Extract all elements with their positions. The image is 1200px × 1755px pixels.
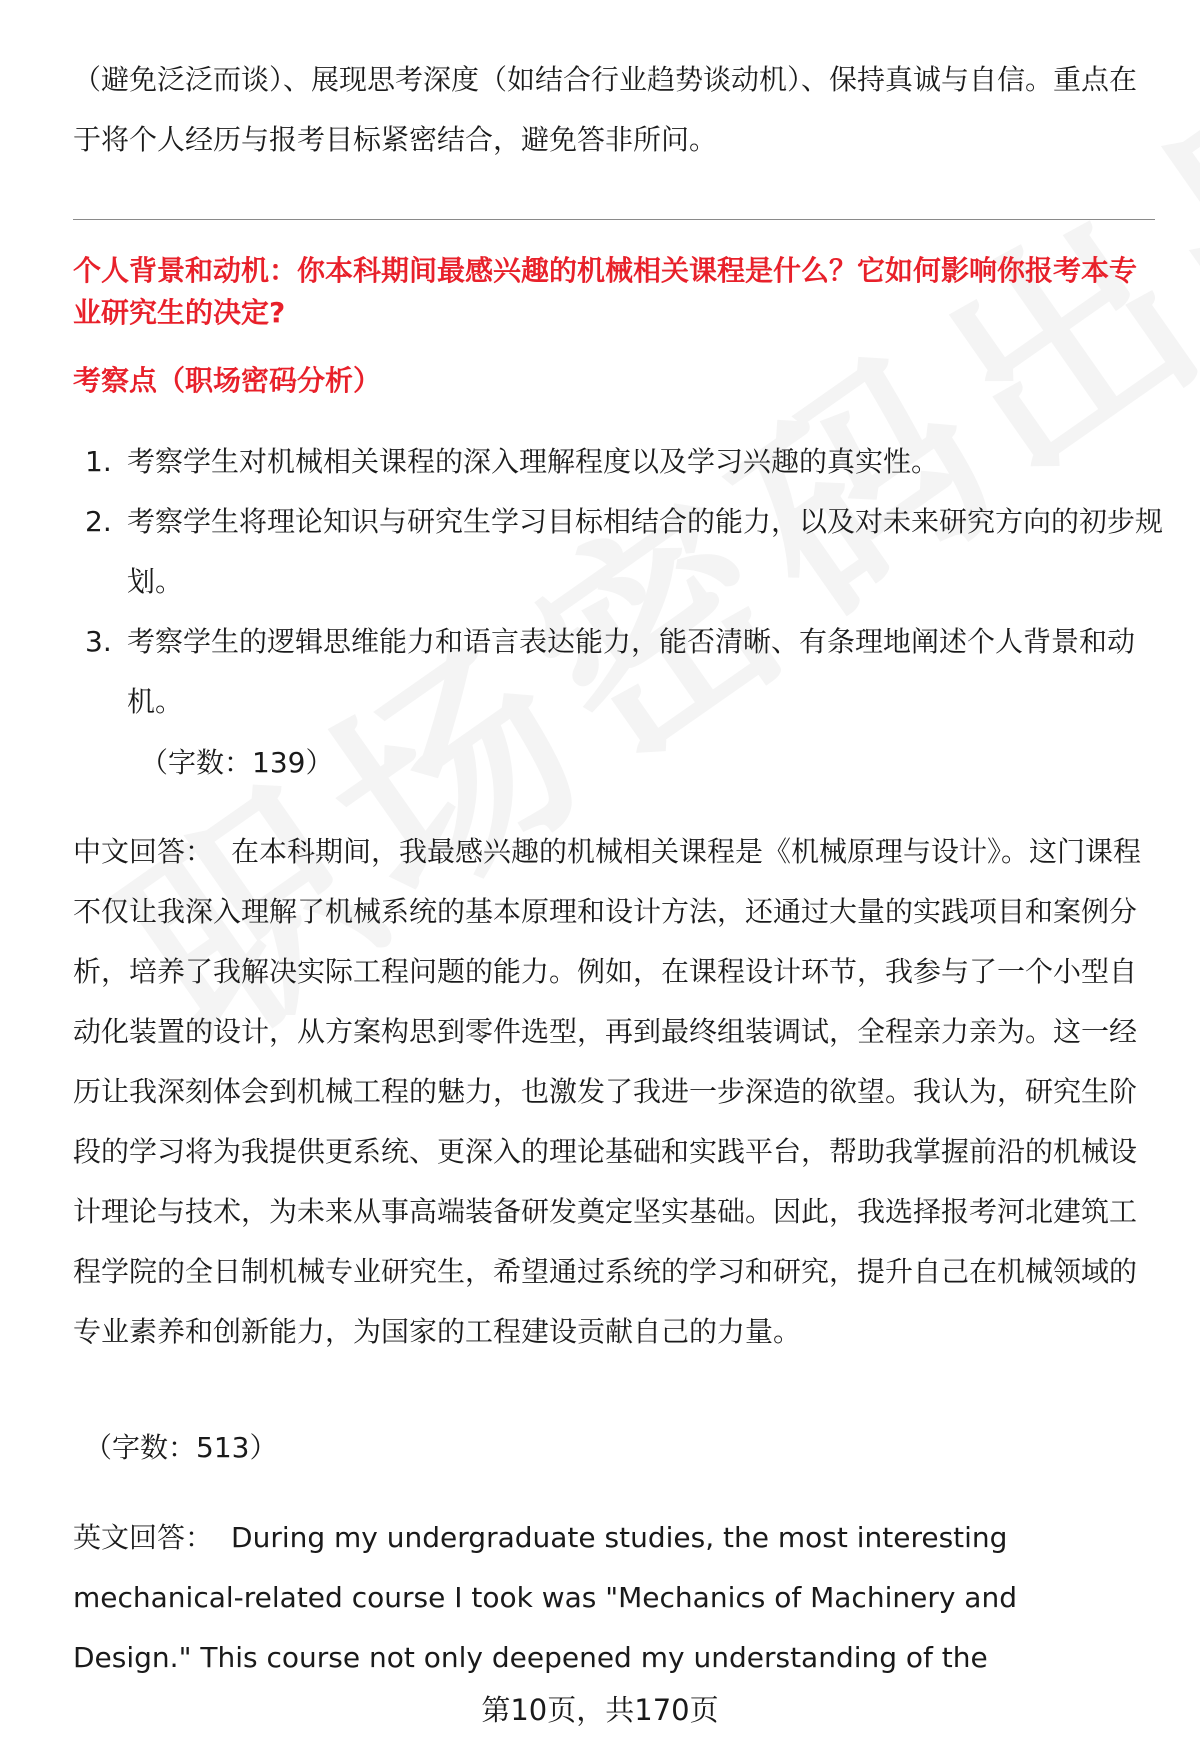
list-item-number: 2. xyxy=(85,505,112,538)
intro-paragraph: （避免泛泛而谈）、展现思考深度（如结合行业趋势谈动机）、保持真诚与自信。重点在于将个人经历与报考目标紧密结合，避免答非所问。 xyxy=(73,63,1138,156)
section-divider xyxy=(73,219,1155,220)
points-word-count: （字数：139） xyxy=(140,746,334,779)
question-heading: 个人背景和动机：你本科期间最感兴趣的机械相关课程是什么？它如何影响你报考本专业研究生的决定? xyxy=(73,254,1138,329)
list-item-text: 考察学生对机械相关课程的深入理解程度以及学习兴趣的真实性。 xyxy=(127,445,940,478)
analysis-title: 考察点（职场密码分析） xyxy=(73,364,382,397)
list-item-text: 考察学生将理论知识与研究生学习目标相结合的能力，以及对未来研究方向的初步规划。 xyxy=(127,505,1164,598)
english-answer-label: 英文回答： xyxy=(73,1521,214,1554)
chinese-answer-paragraph xyxy=(73,822,1163,1362)
english-answer-paragraph xyxy=(73,1508,1113,1688)
page-number-footer: 第10页，共170页 xyxy=(481,1693,719,1727)
list-item xyxy=(73,612,1163,732)
chinese-answer-word-count: （字数：513） xyxy=(84,1431,278,1464)
list-item-number: 3. xyxy=(85,625,112,658)
english-answer-text: During my undergraduate studies, the most interesting mechanical-related course I took was "Mechanics of Machinery and Design." This course not only deepened my understanding of the xyxy=(73,1521,1017,1674)
list-item xyxy=(73,432,1163,492)
list-item-text: 考察学生的逻辑思维能力和语言表达能力，能否清晰、有条理地阐述个人背景和动机。 xyxy=(127,625,1136,718)
chinese-answer-label: 中文回答： xyxy=(73,835,214,868)
list-item xyxy=(73,492,1163,612)
chinese-answer-text: 在本科期间，我最感兴趣的机械相关课程是《机械原理与设计》。这门课程不仅让我深入理解了机械系统的基本原理和设计方法，还通过大量的实践项目和案例分析，培养了我解决实际工程问题的能力。例如，在课程设计环节，我参与了一个小型自动化装置的设计，从方案构思到零件选型，再到最终组装调试，全程亲力亲为。这一经历让我深刻体会到机械工程的魅力，也激发了我进一步深造的欲望。我认为，研究生阶段的学习将为我提供更系统、更深入的理论基础和实践平台，帮助我掌握前沿的机械设计理论与技术，为未来从事高端装备研发奠定坚实基础。因此，我选择报考河北建筑工程学院的全日制机械专业研究生，希望通过系统的学习和研究，提升自己在机械领域的专业素养和创新能力，为国家的工程建设贡献自己的力量。 xyxy=(73,835,1142,1348)
list-item-number: 1. xyxy=(85,445,112,478)
analysis-points-list xyxy=(73,432,1163,732)
